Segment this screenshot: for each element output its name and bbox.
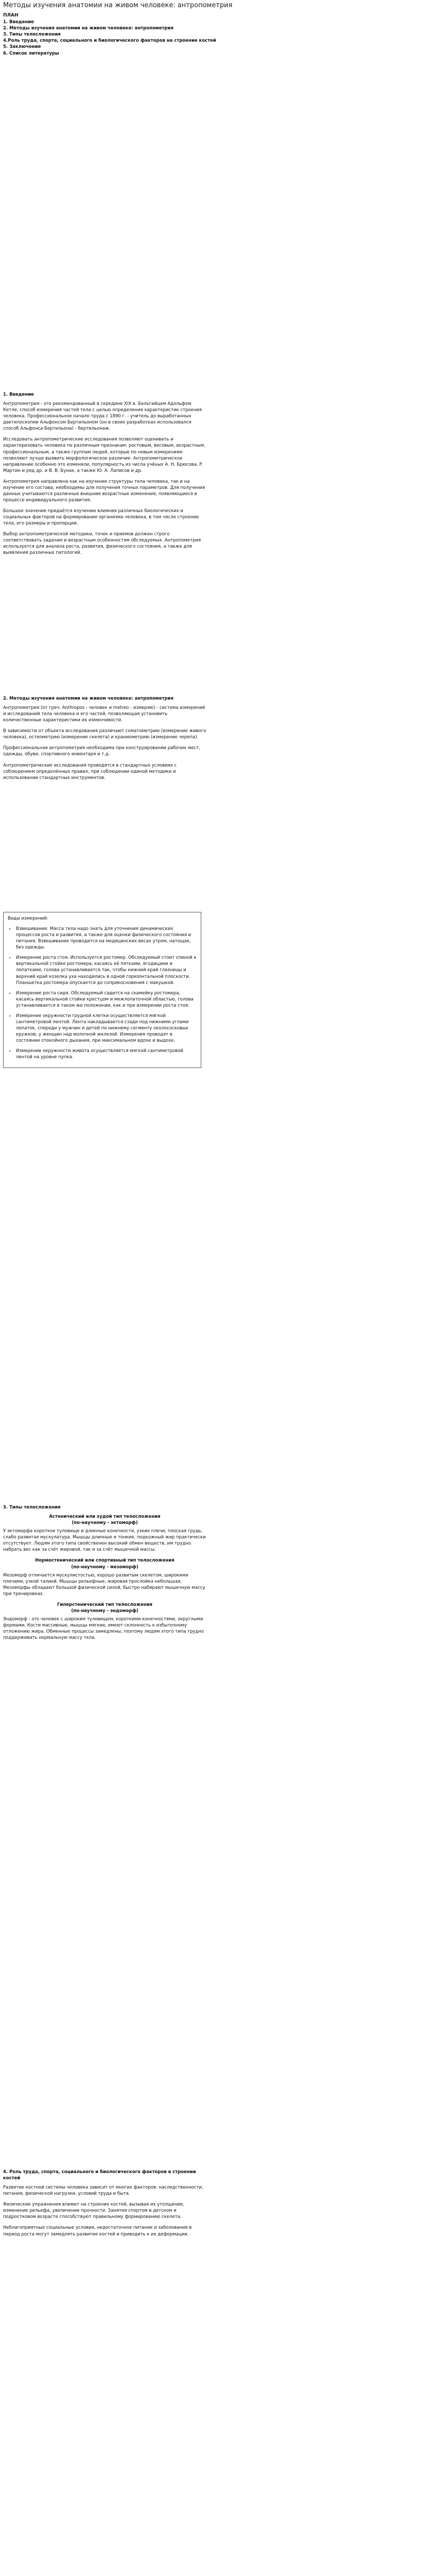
paragraph: Исследовать антропометрические исследования позволяют оценивать и характеризовать человека по различным признакам: ростовым, весовым, возрастным, профессиональным, а также группам людей, которые по новым измерениям позволяют лучше выявить морфологическое различие. Антропометрическое направление особенно это изменяли, популярность из числа учёных А. Н. Брюсова, Р. Мартин и ряд др. и В. В. Бунак, а также Ю. А. Лаписов и др. — [3, 437, 205, 473]
paragraph: Мезоморф отличается мускулистостью, хорошо развитым скелетом, широкими плечами, узкой талией. Мышцы рельефные, жировая прослойка небольшая. Мезоморфы обладают большой физической силой, быстро набирают мышечную массу при тренировках. — [3, 1572, 205, 1597]
box-intro: Виды измерений: — [8, 916, 48, 921]
measurement-item: • Измерение роста сидя. Обследуемый садится на скамейку ростомера, касаясь вертикальной стойки крестцом и межлопаточной областью, голова устанавливается в таком же положении, как и при измерении роста стоя. — [15, 990, 197, 1009]
section-heading: 4. Роль труда, спорта, социального и биологического факторов в строении костей — [3, 2170, 196, 2181]
subheading: Нормостенический или спортивный тип телосложения (по-научному - мезоморф) — [35, 1558, 175, 1570]
section-introduction — [3, 392, 206, 561]
section-heading: 2. Методы изучения анатомии на живом человеке: антропометрия — [3, 696, 173, 701]
measurement-list — [8, 926, 197, 1060]
paragraph: Профессиональная антропометрия необходима при конструировании рабочих мест, одежды, обуви, спортивного инвентаря и т.д. — [3, 745, 200, 757]
plan-item: 2. Методы изучения анатомии на живом человеке: антропометрия — [3, 26, 173, 31]
document-title: Методы изучения анатомии на живом человеке: антропометрия — [3, 2, 233, 9]
plan-heading: ПЛАН — [3, 13, 19, 19]
plan-item: 1. Введение — [3, 20, 34, 25]
measurement-item: • Измерение окружности грудной клетки осуществляется мягкой сантиметровой лентой. Лента накладывается сзади под нижними углами лопаток, спереди у мужчин и детей по нижнему сегменту околососковых кружков, у женщин над молочной железой. Измерения проводят в состоянии спокойного дыхания, при максимальном вдохе и выдохе. — [15, 1013, 197, 1044]
section-body-types — [3, 1504, 206, 1646]
measurement-item: • Измерение роста стоя. Используется ростомер. Обследуемый стоит спиной к вертикальной стойке ростомера, касаясь её пятками, ягодицами и лопатками, голова устанавливается так, чтобы нижний край глазницы и верхний край козелка уха находились в одной горизонтальной плоскости. Планшетка ростомера опускается до соприкосновения с макушкой. — [15, 955, 197, 986]
paragraph: Развитие костной системы человека зависит от многих факторов: наследственности, питания, физической нагрузки, условий труда и быта. — [3, 2185, 203, 2197]
measurement-item: • Взвешивание. Масса тела надо знать для уточнения динамических процессов роста и развития, а также для оценки физического состояния и питания. Взвешивание проводится на медицинских весах утром, натощак, без одежды. — [15, 926, 197, 951]
plan-item: 5. Заключение — [3, 44, 41, 50]
paragraph: Физические упражнения влияют на строение костей, вызывая их утолщение, изменение рельефа, увеличение прочности. Занятия спортом в детском и подростковом возрасте способствуют правильному формированию скелета. — [3, 2202, 184, 2220]
paragraph: Выбор антропометрической методики, точек и приемов должен строго соответствовать задачам и возрастным особенностям обследуемых. Антропометрия используется для анализа роста, развития, физического состояния, а также для выявления различных патологий. — [3, 532, 201, 556]
paragraph: Антропометрия направлена как на изучение структуры тела человека, так и на изучение его состава, необходимы для получения точных параметров. Для получения данных учитываются различные внешние возрастные изменения, появляющиеся в процессе индивидуального развития. — [3, 479, 205, 503]
plan-item: 3. Типы телосложения — [3, 32, 61, 38]
measurements-box — [3, 912, 201, 1068]
paragraph: Неблагоприятные социальные условия, недостаточное питание и заболевания в период роста могут замедлять развитие костей и приводить к их деформации. — [3, 2225, 192, 2237]
plan-item: 4.Роль труда, спорта, социального и биологического факторов на строение костей — [3, 38, 216, 44]
section-methods — [3, 696, 206, 786]
section-factors — [3, 2169, 206, 2242]
paragraph: В зависимости от объекта исследования различают соматометрию (измерение живого человека), остеометрию (измерение скелета) и краниометрию (измерение черепа). — [3, 728, 206, 740]
paragraph: Антропометрия - это рекомендованный в середине XIX в. Бельгийцем Адольфом Кетле, способ измерения частей тела с целью определения характеристик строения человека. Профессиональное начало труда с 1890 г. - учитель до выработанных дактилоскопии Альфонсом Бертильоном (он в своих разработках использовался способ Альфонса Бертильона) - бертильонаж. — [3, 401, 202, 432]
paragraph: Антропометрия (от греч. Anthropos - человек и metreo - измеряю) - система измерений и исследований тела человека и его частей, позволяющая установить количественные характеристики их изменчивости. — [3, 705, 205, 723]
paragraph: Антропометрические исследования проводятся в стандартных условиях с соблюдением определённых правил, при соблюдении единой методики и использовании стандартных инструментов. — [3, 762, 177, 781]
plan-item: 6. Список литературы — [3, 50, 59, 56]
paragraph: У эктоморфа короткое туловище и длинные конечности, узкие плечи, плоская грудь, слабо развитая мускулатура. Мышцы длинные и тонкие, подкожный жир практически отсутствует. Людям этого типа свойственен высокий обмен веществ, им трудно набрать вес как за счёт жировой, так и за счёт мышечной массы. — [3, 1529, 206, 1553]
measurement-item: • Измерение окружности живота осуществляется мягкой сантиметровой лентой на уровне пупка. — [15, 1048, 197, 1060]
section-heading: 1. Введение — [3, 392, 34, 397]
subheading: Гиперстенический тип телосложения (по-научному - эндоморф) — [57, 1602, 153, 1614]
paragraph: Эндоморф - это человек с широким туловищем, короткими конечностями, округлыми формами. Кости массивные, мышцы мягкие, имеют склонность к избыточному отложению жира. Обменные процессы замедлены, поэтому людям этого типа трудно поддерживать нормальную массу тела. — [3, 1616, 204, 1641]
paragraph: Большое значение придаётся изучению влияния различных биологических и социальных факторов на формирование организма человека, в том числе строение тела, его размеры и пропорции. — [3, 509, 199, 527]
plan-block — [3, 12, 433, 56]
section-heading: 3. Типы телосложения — [3, 1505, 61, 1510]
subheading: Астенический или худой тип телосложения (по-научному - эктоморф) — [49, 1514, 161, 1526]
